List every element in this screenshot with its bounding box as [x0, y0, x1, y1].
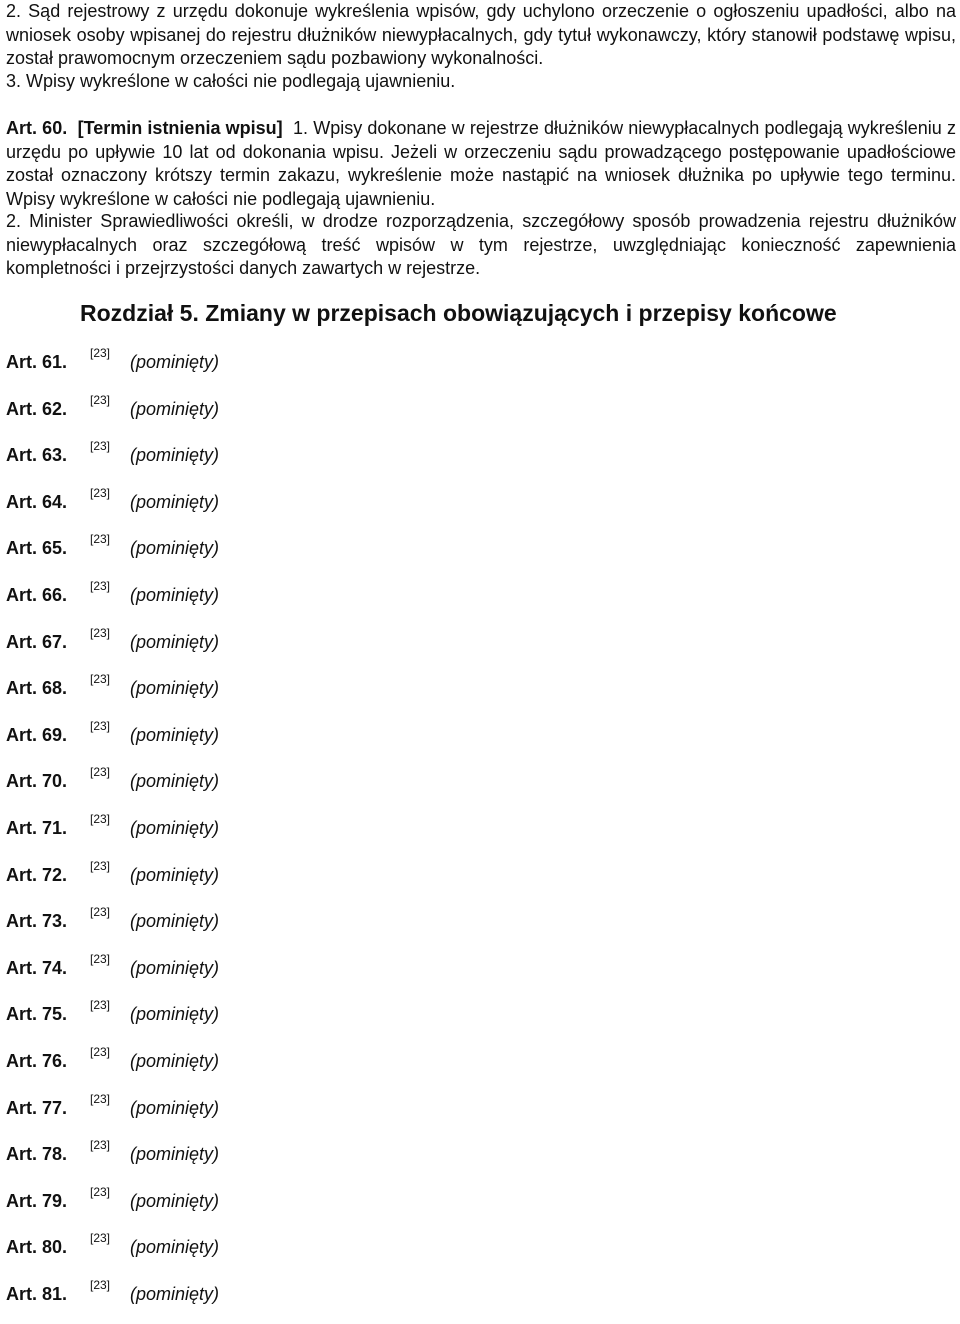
article-row [6, 439, 606, 486]
footnote-reference: [23] [90, 905, 111, 920]
article-row [6, 905, 606, 952]
footnote-reference: [23] [90, 485, 111, 500]
paragraph-art60-1 [6, 117, 956, 211]
chapter-title: Rozdział 5. Zmiany w przepisach obowiązujących i przepisy końcowe [80, 300, 837, 326]
article-text: (pominięty) [130, 957, 220, 978]
footnote-reference: [23] [90, 346, 111, 360]
article-row [6, 393, 606, 440]
article-text: (pominięty) [130, 678, 220, 699]
article-label: Art. 81. [6, 1283, 68, 1304]
footnote-reference: [23] [90, 858, 111, 873]
article-text: (pominięty) [130, 1097, 220, 1118]
article-text: (pominięty) [130, 1144, 220, 1165]
article-row [6, 1138, 606, 1185]
article-row [6, 1278, 606, 1324]
article-text: (pominięty) [130, 817, 220, 838]
footnote-reference: [23] [90, 439, 111, 454]
article-60-title: [Termin istnienia wpisu] [77, 118, 283, 138]
footnote-reference: [23] [90, 765, 111, 780]
article-label: Art. 77. [6, 1097, 68, 1118]
article-row [6, 626, 606, 673]
article-label: Art. 67. [6, 631, 68, 652]
footnote-reference: [23] [90, 625, 111, 640]
footnote-reference: [23] [90, 718, 111, 733]
footnote-reference: [23] [90, 1277, 111, 1292]
article-text: (pominięty) [130, 538, 220, 559]
article-row [6, 765, 606, 812]
article-label: Art. 76. [6, 1050, 68, 1071]
article-row [6, 1045, 606, 1092]
footnote-reference: [23] [90, 392, 111, 407]
article-text: (pominięty) [130, 1050, 220, 1071]
footnote-reference: [23] [90, 811, 111, 826]
article-text: (pominięty) [130, 445, 220, 466]
footnote-reference: [23] [90, 578, 111, 593]
article-label: Art. 80. [6, 1237, 68, 1258]
paragraph-art59-2: 2. Sąd rejestrowy z urzędu dokonuje wykreślenia wpisów, gdy uchylono orzeczenie o ogłoszeniu upadłości, albo na wniosek osoby wpisanej do rejestru dłużników niewypłacalnych, gdy tytuł wykonawczy, który stanowił podstawę wpisu, został prawomocnym orzeczeniem sądu pozbawiony wykonalności. [6, 1, 956, 68]
article-text: (pominięty) [130, 911, 220, 932]
article-text: (pominięty) [130, 1237, 220, 1258]
article-text: (pominięty) [130, 864, 220, 885]
article-text: (pominięty) [130, 724, 220, 745]
article-row [6, 1092, 606, 1139]
article-row [6, 532, 606, 579]
article-row [6, 1231, 606, 1278]
article-row [6, 346, 606, 393]
article-text: (pominięty) [130, 1190, 220, 1211]
paragraph-art59-3: 3. Wpisy wykreślone w całości nie podlegają ujawnieniu. [6, 71, 456, 91]
footnote-reference: [23] [90, 1231, 111, 1246]
article-label: Art. 75. [6, 1004, 68, 1025]
article-row [6, 998, 606, 1045]
article-row [6, 1185, 606, 1232]
article-label: Art. 74. [6, 957, 68, 978]
footnote-reference: [23] [90, 672, 111, 687]
article-text: (pominięty) [130, 584, 220, 605]
article-label: Art. 65. [6, 538, 68, 559]
footnote-reference: [23] [90, 998, 111, 1013]
article-row [6, 579, 606, 626]
article-label: Art. 69. [6, 724, 68, 745]
article-text: (pominięty) [130, 1004, 220, 1025]
article-row [6, 719, 606, 766]
article-row [6, 812, 606, 859]
article-row [6, 486, 606, 533]
article-label: Art. 78. [6, 1144, 68, 1165]
footnote-reference: [23] [90, 1044, 111, 1059]
article-60-label: Art. 60. [6, 118, 68, 138]
footnote-reference: [23] [90, 951, 111, 966]
article-label: Art. 79. [6, 1190, 68, 1211]
article-text: (pominięty) [130, 491, 220, 512]
article-text: (pominięty) [130, 631, 220, 652]
paragraph-art60-2: 2. Minister Sprawiedliwości określi, w drodze rozporządzenia, szczegółowy sposób prowadzenia rejestru dłużników niewypłacalnych oraz szczegółową treść wpisów w tym rejestrze, uwzględniając konieczność zapewnienia kompletności i przejrzystości danych zawartych w rejestrze. [6, 211, 956, 278]
article-row [6, 672, 606, 719]
article-label: Art. 68. [6, 678, 68, 699]
article-list [6, 346, 606, 1324]
article-text: (pominięty) [130, 398, 220, 419]
footnote-reference: [23] [90, 532, 111, 547]
article-label: Art. 64. [6, 491, 68, 512]
article-text: (pominięty) [130, 771, 220, 792]
article-text: (pominięty) [130, 1283, 220, 1304]
article-60-text: 1. Wpisy dokonane w rejestrze dłużników niewypłacalnych podlegają wykreśleniu z urzędu po upływie 10 lat od dokonania wpisu. Jeżeli w orzeczeniu sądu prowadzącego postępowanie upadłościowe został oznaczony krótszy termin zakazu, wykreślenie może nastąpić na wniosek dłużnika po upływie tego terminu. Wpisy wykreślone w całości nie podlegają ujawnieniu. [6, 118, 956, 209]
article-label: Art. 70. [6, 771, 68, 792]
article-row [6, 952, 606, 999]
article-label: Art. 72. [6, 864, 68, 885]
footnote-reference: [23] [90, 1138, 111, 1153]
article-label: Art. 63. [6, 445, 68, 466]
footnote-reference: [23] [90, 1091, 111, 1106]
article-row [6, 859, 606, 906]
article-text: (pominięty) [130, 352, 220, 372]
article-label: Art. 71. [6, 817, 68, 838]
article-label: Art. 66. [6, 584, 68, 605]
footnote-reference: [23] [90, 1184, 111, 1199]
article-label: Art. 61. [6, 352, 68, 372]
article-label: Art. 62. [6, 398, 68, 419]
article-label: Art. 73. [6, 911, 68, 932]
